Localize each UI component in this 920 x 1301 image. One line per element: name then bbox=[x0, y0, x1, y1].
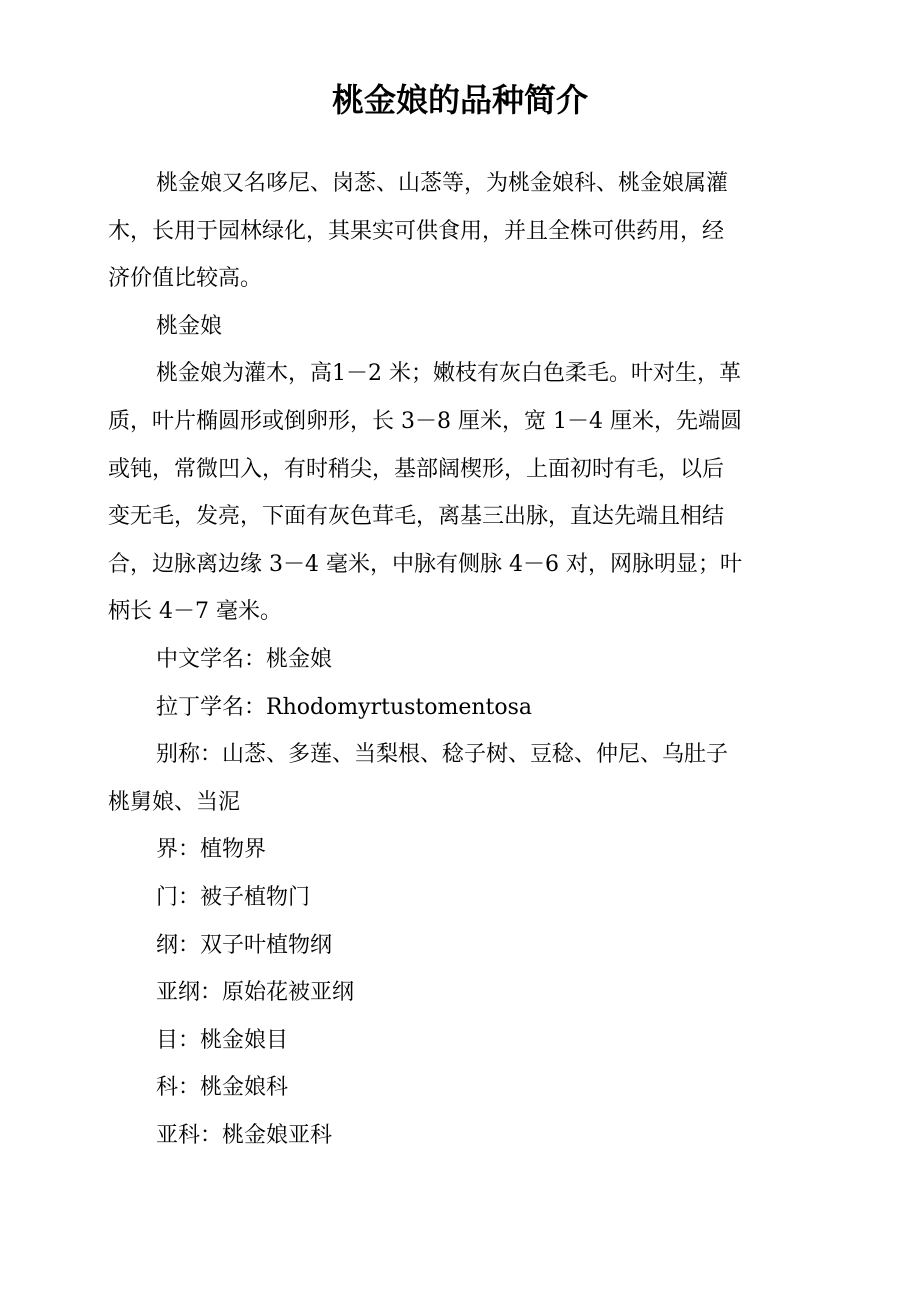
text-line: 别称：山菍、多莲、当梨根、稔子树、豆稔、仲尼、乌肚子 bbox=[156, 742, 729, 768]
paragraph bbox=[108, 636, 808, 684]
paragraph bbox=[108, 684, 808, 732]
paragraph bbox=[108, 350, 808, 636]
paragraph bbox=[108, 160, 808, 303]
document-title: 桃金娘的品种简介 bbox=[331, 81, 588, 119]
text-line: 桃舅娘、当泥 bbox=[108, 789, 241, 815]
text-line: 界：植物界 bbox=[156, 837, 267, 863]
text-line: 门：被子植物门 bbox=[156, 884, 311, 910]
paragraph bbox=[108, 1112, 808, 1160]
paragraph bbox=[108, 874, 808, 922]
text-line: 合，边脉离边缘 3－4 毫米，中脉有侧脉 4－6 对，网脉明显；叶 bbox=[108, 551, 742, 577]
text-line: 亚纲：原始花被亚纲 bbox=[156, 980, 355, 1006]
text-line: 桃金娘又名哆尼、岗菍、山菍等，为桃金娘科、桃金娘属灌 bbox=[156, 171, 729, 196]
text-line: 济价值比较高。 bbox=[108, 266, 263, 292]
paragraph bbox=[108, 303, 808, 351]
text-line: 柄长 4－7 毫米。 bbox=[108, 599, 282, 625]
paragraph bbox=[108, 1017, 808, 1065]
paragraph bbox=[108, 731, 808, 826]
text-line: 中文学名：桃金娘 bbox=[156, 646, 333, 672]
paragraph bbox=[108, 826, 808, 874]
text-line: 纲：双子叶植物纲 bbox=[156, 932, 333, 958]
text-line: 变无毛，发亮，下面有灰色茸毛，离基三出脉，直达先端且相结 bbox=[108, 504, 725, 530]
paragraph bbox=[108, 969, 808, 1017]
document-body bbox=[108, 160, 808, 1159]
text-line: 桃金娘 bbox=[156, 313, 223, 339]
paragraph bbox=[108, 922, 808, 970]
text-line: 亚科：桃金娘亚科 bbox=[156, 1122, 333, 1148]
text-line: 或钝，常微凹入，有时稍尖，基部阔楔形，上面初时有毛，以后 bbox=[108, 456, 725, 482]
text-line: 拉丁学名：Rhodomyrtustomentosa bbox=[156, 694, 533, 720]
paragraph bbox=[108, 1064, 808, 1112]
text-line: 质，叶片椭圆形或倒卵形，长 3－8 厘米，宽 1－4 厘米，先端圆 bbox=[108, 408, 742, 434]
text-line: 目：桃金娘目 bbox=[156, 1027, 289, 1053]
text-line: 科：桃金娘科 bbox=[156, 1075, 289, 1101]
text-line: 桃金娘为灌木，高1－2 米；嫩枝有灰白色柔毛。叶对生，革 bbox=[156, 361, 741, 387]
text-line: 木，长用于园林绿化，其果实可供食用，并且全株可供药用，经 bbox=[108, 218, 725, 244]
